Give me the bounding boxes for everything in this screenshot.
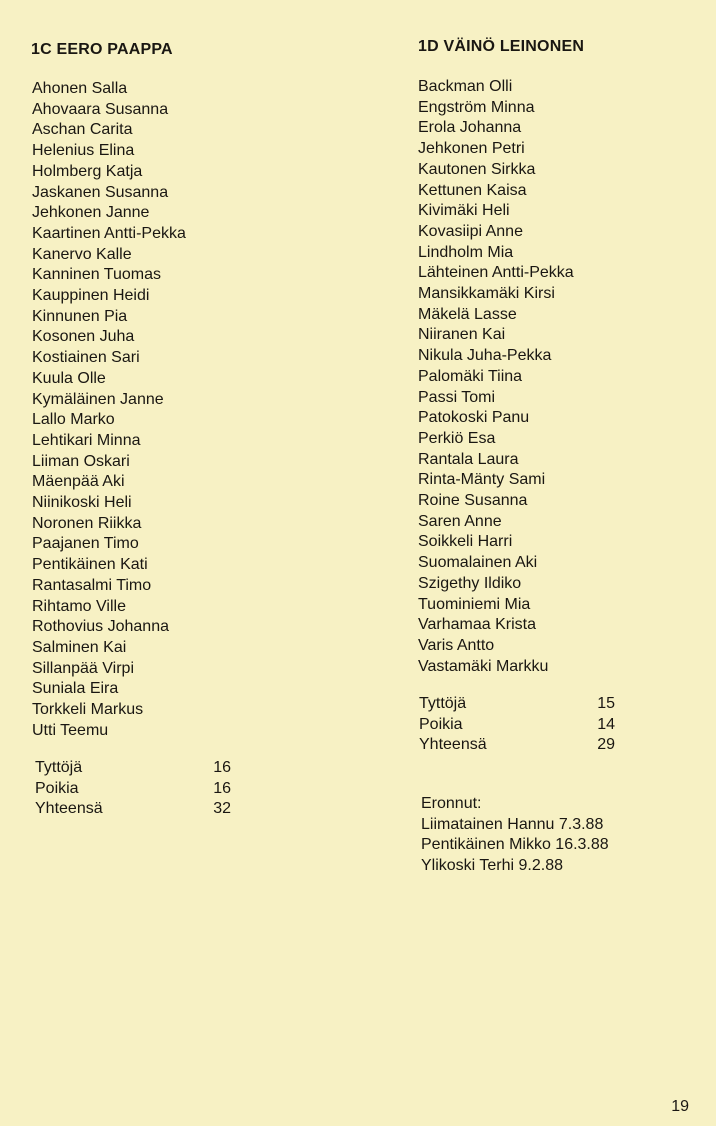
totals-label: Poikia [419, 715, 463, 733]
student-name: Nikula Juha-Pekka [418, 347, 552, 365]
student-name: Vastamäki Markku [418, 657, 549, 675]
class-totals [419, 694, 615, 756]
student-name: Perkiö Esa [418, 429, 496, 447]
student-name: Pentikäinen Kati [32, 556, 148, 574]
resigned-heading: Eronnut: [421, 795, 482, 812]
student-name: Kuula Olle [32, 369, 106, 387]
student-name: Mansikkamäki Kirsi [418, 285, 555, 303]
totals-row-total [35, 799, 231, 820]
totals-label: Yhteensä [419, 736, 487, 754]
student-name: Torkkeli Markus [32, 701, 144, 719]
student-name: Kautonen Sirkka [418, 160, 536, 178]
student-name: Rothovius Johanna [32, 618, 169, 636]
student-name: Mäenpää Aki [32, 473, 125, 491]
totals-row-girls [419, 694, 615, 715]
student-name: Rihtamo Ville [32, 597, 126, 615]
student-name: Patokoski Panu [418, 409, 530, 427]
student-name: Ahonen Salla [32, 80, 128, 97]
student-name: Liiman Oskari [32, 452, 130, 470]
totals-label: Yhteensä [35, 800, 103, 818]
student-name: Niinikoski Heli [32, 494, 132, 512]
student-name: Lallo Marko [32, 411, 115, 429]
totals-row-boys [419, 715, 615, 736]
student-list [32, 79, 186, 742]
student-name: Jehkonen Janne [32, 204, 150, 222]
student-name: Engström Minna [418, 98, 535, 116]
totals-value: 32 [213, 800, 231, 818]
class-totals [35, 758, 231, 820]
student-name: Kosonen Juha [32, 328, 135, 346]
student-name: Kettunen Kaisa [418, 181, 527, 199]
student-name: Roine Susanna [418, 492, 528, 510]
student-name: Kostiainen Sari [32, 349, 140, 367]
student-name: Kauppinen Heidi [32, 287, 150, 305]
student-name: Ahovaara Susanna [32, 100, 169, 118]
totals-label: Tyttöjä [419, 695, 467, 712]
student-name: Rantala Laura [418, 450, 519, 468]
student-name: Saren Anne [418, 512, 502, 530]
student-name: Kaartinen Antti-Pekka [32, 224, 186, 242]
student-name: Noronen Riikka [32, 514, 142, 532]
student-name: Backman Olli [418, 78, 513, 95]
student-name: Lähteinen Antti-Pekka [418, 264, 574, 282]
student-name: Jehkonen Petri [418, 140, 525, 158]
student-name: Kinnunen Pia [32, 307, 128, 325]
totals-row-total [419, 735, 615, 756]
student-list [418, 77, 574, 677]
student-name: Utti Teemu [32, 721, 109, 739]
totals-label: Tyttöjä [35, 759, 83, 776]
page-number: 19 [671, 1098, 689, 1115]
totals-label: Poikia [35, 779, 79, 797]
student-name: Passi Tomi [418, 388, 496, 406]
student-name: Erola Johanna [418, 119, 522, 137]
resigned-students [421, 794, 609, 877]
student-name: Helenius Elina [32, 142, 135, 160]
student-name: Rinta-Mänty Sami [418, 471, 546, 489]
totals-row-boys [35, 779, 231, 800]
student-name: Lindholm Mia [418, 243, 514, 261]
student-name: Aschan Carita [32, 121, 133, 139]
student-name: Niiranen Kai [418, 326, 506, 344]
student-name: Tuominiemi Mia [418, 595, 531, 613]
student-name: Mäkelä Lasse [418, 305, 517, 323]
student-name: Varis Antto [418, 636, 495, 654]
student-name: Holmberg Katja [32, 162, 143, 180]
student-name: Kanninen Tuomas [32, 266, 161, 284]
totals-value: 14 [597, 715, 615, 733]
class-heading: 1D VÄINÖ LEINONEN [418, 38, 585, 55]
resigned-list [421, 815, 609, 877]
student-name: Suomalainen Aki [418, 554, 538, 572]
resigned-entry: Pentikäinen Mikko 16.3.88 [421, 836, 609, 854]
student-name: Salminen Kai [32, 638, 127, 656]
totals-value: 15 [597, 695, 615, 712]
resigned-entry: Liimatainen Hannu 7.3.88 [421, 815, 604, 833]
class-heading: 1C EERO PAAPPA [31, 41, 173, 58]
student-name: Soikkeli Harri [418, 533, 513, 551]
resigned-entry: Ylikoski Terhi 9.2.88 [421, 857, 563, 875]
student-name: Lehtikari Minna [32, 431, 141, 449]
totals-value: 29 [597, 736, 615, 754]
student-name: Kanervo Kalle [32, 245, 132, 263]
student-name: Sillanpää Virpi [32, 659, 134, 677]
student-name: Varhamaa Krista [418, 616, 536, 634]
student-name: Suniala Eira [32, 680, 119, 698]
totals-row-girls [35, 758, 231, 779]
student-name: Rantasalmi Timo [32, 576, 152, 594]
student-name: Palomäki Tiina [418, 367, 523, 385]
student-name: Kivimäki Heli [418, 202, 510, 220]
student-name: Jaskanen Susanna [32, 183, 169, 201]
student-name: Kymäläinen Janne [32, 390, 164, 408]
totals-value: 16 [213, 779, 231, 797]
student-name: Paajanen Timo [32, 535, 139, 553]
totals-value: 16 [213, 759, 231, 776]
student-name: Szigethy Ildiko [418, 574, 522, 592]
student-name: Kovasiipi Anne [418, 222, 523, 240]
